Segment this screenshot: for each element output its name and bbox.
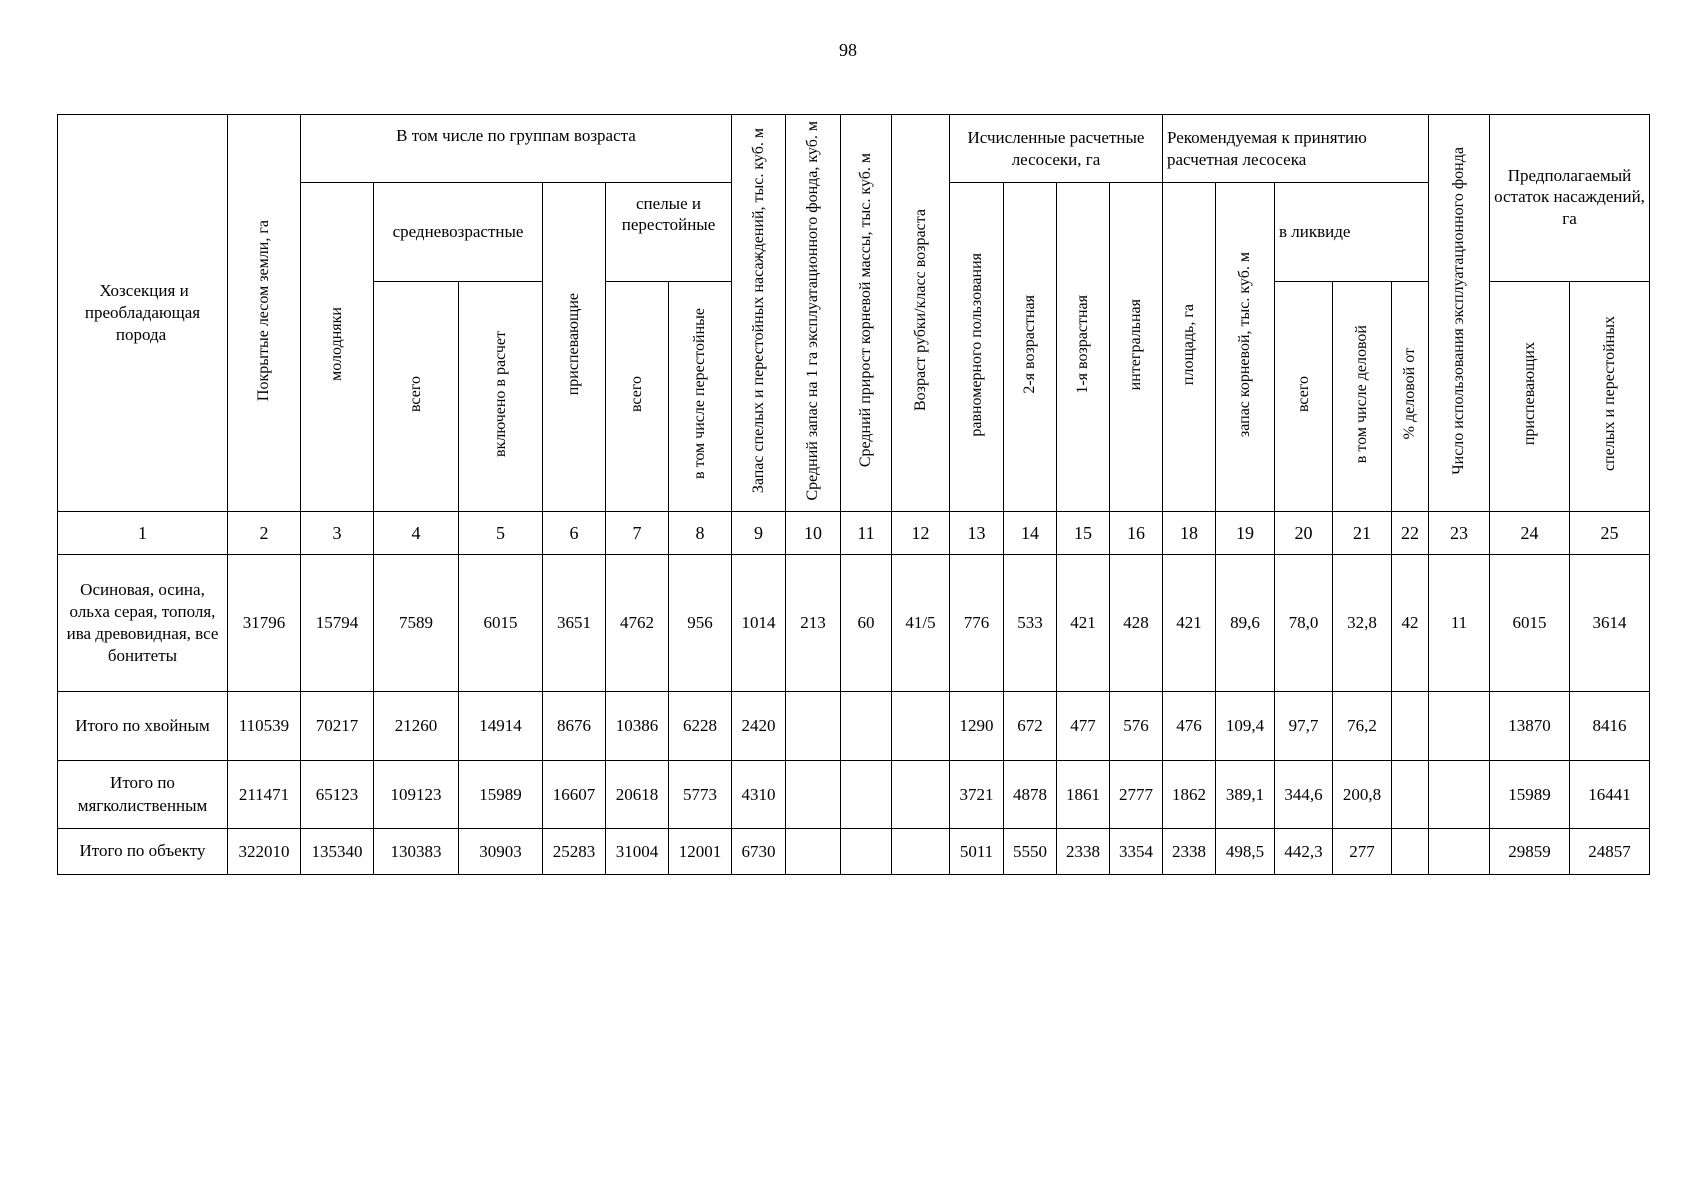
table-cell: 65123 xyxy=(301,761,374,829)
table-cell: 476 xyxy=(1163,692,1216,761)
forest-table xyxy=(57,114,1650,875)
table-cell: 576 xyxy=(1110,692,1163,761)
header-col25: спелых и перестойных xyxy=(1570,282,1650,512)
column-number: 18 xyxy=(1163,512,1216,555)
header-col15: 1-я возрастная xyxy=(1057,183,1110,512)
table-cell: 21260 xyxy=(374,692,459,761)
table-cell: 109,4 xyxy=(1216,692,1275,761)
table-cell xyxy=(1429,829,1490,875)
table-cell: 78,0 xyxy=(1275,555,1333,692)
table-cell: 322010 xyxy=(228,829,301,875)
table-cell: 3614 xyxy=(1570,555,1650,692)
table-cell: 24857 xyxy=(1570,829,1650,875)
table-cell: 13870 xyxy=(1490,692,1570,761)
table-row xyxy=(58,761,1650,829)
table-cell: 1290 xyxy=(950,692,1004,761)
table-cell: 421 xyxy=(1163,555,1216,692)
column-number: 8 xyxy=(669,512,732,555)
column-number: 15 xyxy=(1057,512,1110,555)
column-number: 5 xyxy=(459,512,543,555)
table-cell: 2338 xyxy=(1163,829,1216,875)
header-middle-aged: средневозрастные xyxy=(374,183,543,282)
column-numbers-row xyxy=(58,512,1650,555)
header-col11: Средний прирост корневой массы, тыс. куб. м xyxy=(841,115,892,512)
table-cell xyxy=(892,692,950,761)
table-cell: 25283 xyxy=(543,829,606,875)
table-cell: 20618 xyxy=(606,761,669,829)
table-row xyxy=(58,829,1650,875)
table-cell: 6228 xyxy=(669,692,732,761)
header-col14: 2-я возрастная xyxy=(1004,183,1057,512)
table-cell xyxy=(1392,692,1429,761)
table-cell: 130383 xyxy=(374,829,459,875)
table-cell: 213 xyxy=(786,555,841,692)
header-col24: приспевающих xyxy=(1490,282,1570,512)
header-liquid: в ликвиде xyxy=(1275,183,1429,282)
header-mature-total: всего xyxy=(606,282,669,512)
table-cell: 442,3 xyxy=(1275,829,1333,875)
table-cell: 5550 xyxy=(1004,829,1057,875)
header-middle-included: включено в расчет xyxy=(459,282,543,512)
table-cell: 76,2 xyxy=(1333,692,1392,761)
header-col19: запас корневой, тыс. куб. м xyxy=(1216,183,1275,512)
table-cell: 16441 xyxy=(1570,761,1650,829)
table-cell xyxy=(786,829,841,875)
table-cell: 30903 xyxy=(459,829,543,875)
column-number: 25 xyxy=(1570,512,1650,555)
table-cell: 2420 xyxy=(732,692,786,761)
table-cell: 97,7 xyxy=(1275,692,1333,761)
header-col1: Хозсекция и преобладающая порода xyxy=(58,115,228,512)
table-row xyxy=(58,692,1650,761)
table-cell: 498,5 xyxy=(1216,829,1275,875)
table-cell: 3721 xyxy=(950,761,1004,829)
table-cell: 60 xyxy=(841,555,892,692)
column-number: 2 xyxy=(228,512,301,555)
table-cell: 31004 xyxy=(606,829,669,875)
header-overmature: в том числе перестойные xyxy=(669,282,732,512)
table-cell: 1014 xyxy=(732,555,786,692)
table-cell: 135340 xyxy=(301,829,374,875)
table-cell xyxy=(1392,829,1429,875)
table-cell: 956 xyxy=(669,555,732,692)
table-cell xyxy=(841,761,892,829)
table-cell: 14914 xyxy=(459,692,543,761)
column-number: 19 xyxy=(1216,512,1275,555)
header-middle-total: всего xyxy=(374,282,459,512)
table-cell: 6730 xyxy=(732,829,786,875)
table-cell: 389,1 xyxy=(1216,761,1275,829)
header-col2: Покрытые лесом земли, га xyxy=(228,115,301,512)
table-cell: 6015 xyxy=(1490,555,1570,692)
table-cell: 6015 xyxy=(459,555,543,692)
table-cell: 200,8 xyxy=(1333,761,1392,829)
header-col16: интегральная xyxy=(1110,183,1163,512)
table-cell: 12001 xyxy=(669,829,732,875)
table-cell: 41/5 xyxy=(892,555,950,692)
table-cell: 533 xyxy=(1004,555,1057,692)
header-col21: в том числе деловой xyxy=(1333,282,1392,512)
table-cell: 4878 xyxy=(1004,761,1057,829)
column-number: 22 xyxy=(1392,512,1429,555)
header-col18: площадь, га xyxy=(1163,183,1216,512)
table-cell: 8676 xyxy=(543,692,606,761)
column-number: 14 xyxy=(1004,512,1057,555)
column-number: 16 xyxy=(1110,512,1163,555)
table-cell: 1862 xyxy=(1163,761,1216,829)
header-maturing: приспевающие xyxy=(543,183,606,512)
table-cell: 16607 xyxy=(543,761,606,829)
table-cell: 110539 xyxy=(228,692,301,761)
table-cell: 776 xyxy=(950,555,1004,692)
table-row xyxy=(58,555,1650,692)
table-cell xyxy=(786,692,841,761)
table-cell: 4762 xyxy=(606,555,669,692)
header-mature: спелые и перестойные xyxy=(606,183,732,282)
table-cell xyxy=(1429,692,1490,761)
column-number: 10 xyxy=(786,512,841,555)
table-cell: 7589 xyxy=(374,555,459,692)
table-cell: 3354 xyxy=(1110,829,1163,875)
table-cell: 5011 xyxy=(950,829,1004,875)
table-cell: 32,8 xyxy=(1333,555,1392,692)
column-number: 11 xyxy=(841,512,892,555)
table-cell: 277 xyxy=(1333,829,1392,875)
header-young: молодняки xyxy=(301,183,374,512)
header-age-groups: В том числе по группам возраста xyxy=(301,115,732,183)
table-cell: 477 xyxy=(1057,692,1110,761)
row-label: Итого по мягколиственным xyxy=(58,761,228,829)
row-label: Итого по объекту xyxy=(58,829,228,875)
table-cell: 29859 xyxy=(1490,829,1570,875)
column-number: 21 xyxy=(1333,512,1392,555)
table-cell: 15989 xyxy=(459,761,543,829)
header-remainder: Предполагаемый остаток насаждений, га xyxy=(1490,115,1650,282)
table-cell: 15794 xyxy=(301,555,374,692)
table-cell xyxy=(841,692,892,761)
column-number: 13 xyxy=(950,512,1004,555)
row-label: Осиновая, осина, ольха серая, тополя, ива древовидная, все бонитеты xyxy=(58,555,228,692)
header-col23: Число использования эксплуатационного фонда xyxy=(1429,115,1490,512)
table-cell: 89,6 xyxy=(1216,555,1275,692)
column-number: 9 xyxy=(732,512,786,555)
header-col10: Средний запас на 1 га эксплуатационного фонда, куб. м xyxy=(786,115,841,512)
header-col13: равномерного пользования xyxy=(950,183,1004,512)
table-cell: 8416 xyxy=(1570,692,1650,761)
column-number: 4 xyxy=(374,512,459,555)
table-cell xyxy=(892,761,950,829)
table-cell: 70217 xyxy=(301,692,374,761)
page-number: 98 xyxy=(839,40,857,60)
column-number: 24 xyxy=(1490,512,1570,555)
table-cell xyxy=(841,829,892,875)
table-cell: 11 xyxy=(1429,555,1490,692)
table-cell: 344,6 xyxy=(1275,761,1333,829)
table-cell xyxy=(1429,761,1490,829)
table-cell: 4310 xyxy=(732,761,786,829)
column-number: 3 xyxy=(301,512,374,555)
table-cell: 5773 xyxy=(669,761,732,829)
table-cell: 42 xyxy=(1392,555,1429,692)
header-calculated: Исчисленные расчетные лесосеки, га xyxy=(950,115,1163,183)
table-cell: 2777 xyxy=(1110,761,1163,829)
header-col22: % деловой от xyxy=(1392,282,1429,512)
table-cell: 428 xyxy=(1110,555,1163,692)
table-cell xyxy=(892,829,950,875)
table-cell: 1861 xyxy=(1057,761,1110,829)
table-cell: 31796 xyxy=(228,555,301,692)
row-label: Итого по хвойным xyxy=(58,692,228,761)
table-cell: 2338 xyxy=(1057,829,1110,875)
table-cell: 15989 xyxy=(1490,761,1570,829)
column-number: 1 xyxy=(58,512,228,555)
header-col9: Запас спелых и перестойных насаждений, тыс. куб. м xyxy=(732,115,786,512)
table-cell: 421 xyxy=(1057,555,1110,692)
column-number: 7 xyxy=(606,512,669,555)
table-cell: 10386 xyxy=(606,692,669,761)
table-cell: 211471 xyxy=(228,761,301,829)
column-number: 12 xyxy=(892,512,950,555)
header-recommended: Рекомендуемая к принятию расчетная лесосека xyxy=(1163,115,1429,183)
table-cell xyxy=(786,761,841,829)
column-number: 20 xyxy=(1275,512,1333,555)
header-col20: всего xyxy=(1275,282,1333,512)
header-col12: Возраст рубки/класс возраста xyxy=(892,115,950,512)
column-number: 23 xyxy=(1429,512,1490,555)
table-cell xyxy=(1392,761,1429,829)
table-cell: 3651 xyxy=(543,555,606,692)
column-number: 6 xyxy=(543,512,606,555)
table-cell: 672 xyxy=(1004,692,1057,761)
table-cell: 109123 xyxy=(374,761,459,829)
